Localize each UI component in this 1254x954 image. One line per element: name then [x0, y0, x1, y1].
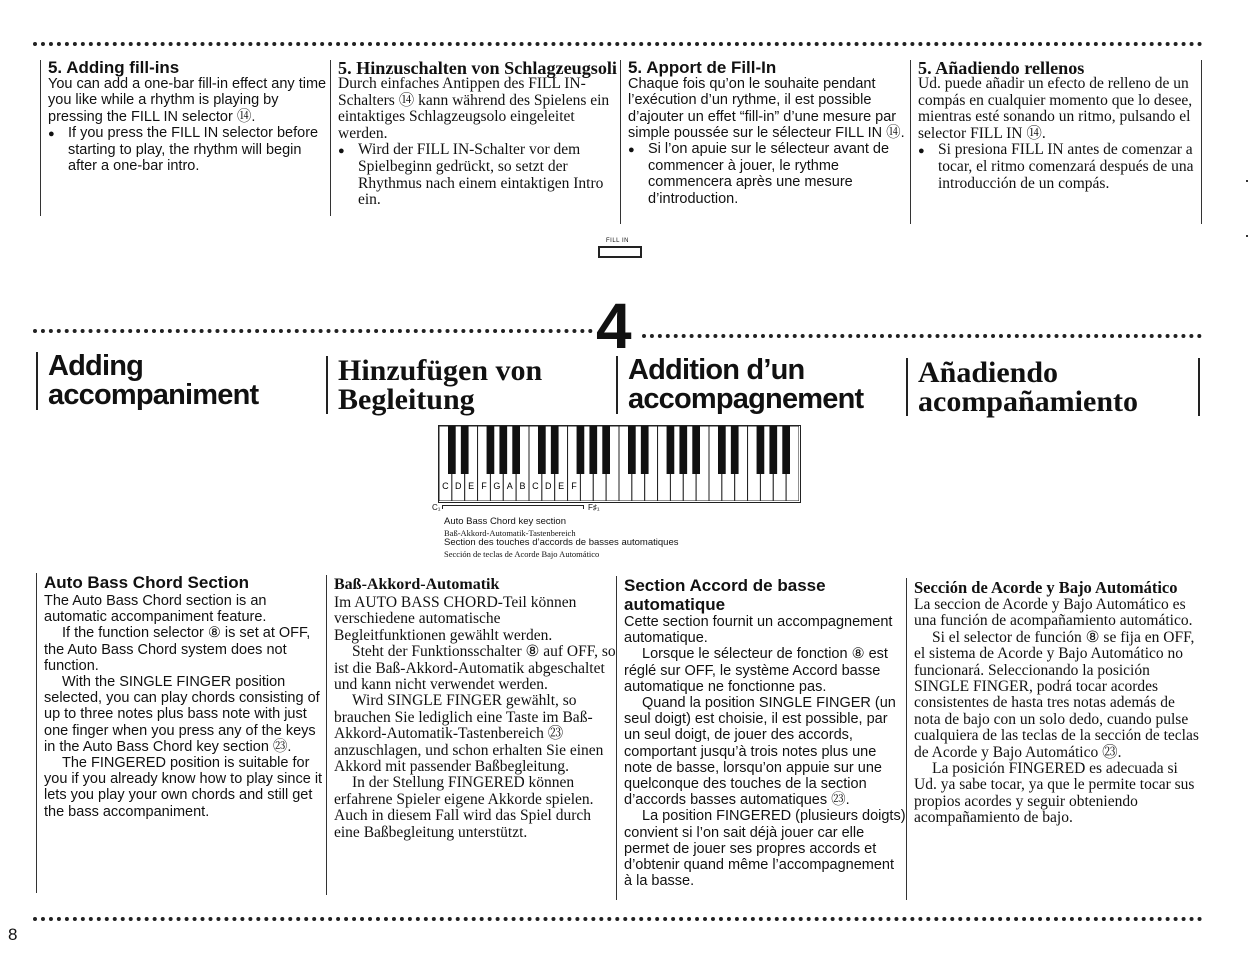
fill-in-label: FILL IN [606, 238, 629, 244]
key-note-label: F [481, 481, 487, 491]
fill-in-button-illustration [598, 246, 642, 258]
black-key [769, 426, 777, 474]
chapter-title-es [906, 358, 1200, 416]
chapter-title-de [326, 356, 542, 414]
chapter-number: 4 [596, 290, 632, 362]
paragraph: The Auto Bass Chord section is an automatic accompaniment feature. [44, 593, 267, 626]
black-key [641, 426, 649, 474]
paragraph: Si el selector de función ⑧ se fija en OFF, el sistema de Acorde y Bajo Automático no funcionará. Seleccionando la posición SINGLE FINGER, podrá tocar acordes consistentes de hasta tres notas además de nota de bajo con un solo dedo, cuando pulse cualquiera de las teclas de la sección de teclas de Acorde y Bajo Automático ㉓. [914, 628, 1199, 761]
range-start-label: C₁ [432, 503, 441, 512]
section-heading: 5. Apport de Fill-In [628, 58, 777, 77]
title-line: Hinzufügen von [338, 354, 543, 387]
paragraph: Lorsque le sélecteur de fonction ⑧ est réglé sur OFF, le système Accord basse automatique ne fonctionne pas. [624, 646, 888, 695]
section-abc-es [906, 578, 1200, 900]
bullet-item: ● If you press the FILL IN selector before starting to play, the rhythm will begin after a one-bar intro. [48, 125, 330, 175]
black-key [461, 426, 469, 474]
paragraph: La seccion de Acorde y Bajo Automático es una función de acompañamiento automático. [914, 596, 1193, 630]
keyboard-diagram [438, 425, 801, 503]
caption-line: Baß-Akkord-Automatik-Tastenbereich [444, 527, 576, 538]
key-note-label: E [558, 481, 565, 491]
section-fill-ins-de [330, 60, 620, 216]
top-dotted-rule [33, 42, 1203, 46]
caption-line: Auto Bass Chord key section [444, 516, 566, 527]
key-note-label: D [545, 481, 552, 491]
paragraph: The FINGERED position is suitable for you if you already know how to play since it lets you play your own chords and still get the bass accompaniment. [44, 755, 323, 820]
black-key [487, 426, 495, 474]
paragraph: With the SINGLE FINGER position selected, you can play chords consisting of up to three notes plus bass note with just one finger when you press any of the keys in the Auto Bass Chord key section ㉓. [44, 674, 320, 755]
key-note-label: G [493, 481, 501, 491]
key-note-label: D [455, 481, 462, 491]
key-note-label: E [468, 481, 475, 491]
section-abc-en [36, 573, 326, 893]
black-key [628, 426, 636, 474]
paragraph: Im AUTO BASS CHORD-Teil können verschiedene automatische Begleitfunktionen gewählt werden. [334, 594, 577, 644]
paragraph: Ud. puede añadir un efecto de relleno de un compás en cualquier momento que lo desee, mientras esté sonando un ritmo, pulsando el selector FILL IN ⑭. [918, 75, 1193, 142]
paragraph: Cette section fournit un accompagnement automatique. [624, 614, 893, 647]
title-line: acompañamiento [918, 385, 1138, 418]
paragraph: If the function selector ⑧ is set at OFF, the Auto Bass Chord system does not function. [44, 625, 311, 674]
section-heading: 5. Adding fill-ins [48, 58, 180, 77]
paragraph: You can add a one-bar fill-in effect any time you like while a rhythm is playing by pressing the FILL IN selector ⑭. [48, 76, 327, 125]
section-heading: Auto Bass Chord Section [44, 573, 249, 592]
section-heading: 5. Hinzuschalten von Schlagzeugsoli [338, 58, 617, 78]
chapter-title-en [36, 352, 258, 410]
paragraph: Wird SINGLE FINGER gewählt, so brauchen Sie lediglich eine Taste im Baß-Akkord-Automatik-Tastenbereich ㉓ anzuschlagen, und schon erhalten Sie einen Akkord mit passender Baßbegleitung. [334, 692, 604, 776]
page-number: 8 [8, 925, 18, 944]
section-abc-fr [616, 576, 906, 900]
title-line: Añadiendo [918, 356, 1059, 389]
caption-line: Sección de teclas de Acorde Bajo Automático [444, 548, 600, 559]
key-note-label: C [532, 481, 539, 491]
paragraph: La posición FINGERED es adecuada si Ud. ya sabe tocar, ya que le permite tocar sus propios acordes y seguir obteniendo acompañamiento de bajo. [914, 760, 1195, 827]
keyboard-caption [444, 517, 678, 559]
keyboard-svg [439, 426, 799, 501]
black-key [499, 426, 507, 474]
black-key [577, 426, 585, 474]
bullet-item: ● Si presiona FILL IN antes de comenzar a tocar, el ritmo comenzará después de una introducción de un compás. [918, 142, 1197, 192]
title-line: Addition d’un [628, 354, 805, 386]
section-fill-ins-fr [620, 60, 910, 224]
key-note-label: C [442, 481, 449, 491]
paragraph: La position FINGERED (plusieurs doigts) convient si l’on sait déjà jouer car elle permet de jouer ses propres accords et d’obtenir quand même l’accompagnement à la basse. [624, 808, 906, 890]
black-key [589, 426, 597, 474]
black-key [551, 426, 559, 474]
bullet-item: ● Wird der FILL IN-Schalter vor dem Spielbeginn gedrückt, so setzt der Rhythmus nach einem eintaktigen Intro ein. [338, 142, 620, 209]
black-key [782, 426, 790, 474]
black-key [692, 426, 700, 474]
paragraph: In der Stellung FINGERED können erfahrene Spieler eigene Akkorde spielen. Auch in diesem Fall wird das Spiel durch eine Baßbegleitung unterstützt. [334, 774, 594, 841]
chapter-dotted-rule-left [33, 329, 593, 333]
bottom-dotted-rule [33, 917, 1203, 921]
paragraph: Quand la position SINGLE FINGER (un seul doigt) est choisie, il est possible, par un seul doigt, de jouer des accords, comportant jusqu’à trois notes plus une note de basse, lorsqu’on appuie sur une quelconque des touches de la section d’accords basses automatiques ㉓. [624, 695, 896, 809]
paragraph: Steht der Funktionsschalter ⑧ auf OFF, so ist die Baß-Akkord-Automatik abgeschaltet und kann nicht verwendet werden. [334, 643, 616, 694]
scan-mark [1246, 235, 1248, 237]
black-key [679, 426, 687, 474]
black-key [512, 426, 520, 474]
section-fill-ins-es [910, 60, 1202, 224]
section-heading: Baß-Akkord-Automatik [334, 576, 500, 593]
key-note-label: A [506, 481, 513, 491]
range-bracket [442, 505, 584, 509]
title-line: Adding [48, 350, 144, 382]
caption-line: Section des touches d’accords de basses automatiques [444, 537, 679, 548]
title-line: accompaniment [48, 379, 259, 411]
bullet-item: ● Si l’on apuie sur le sélecteur avant de commencer à jouer, le rythme commencera après une mesure d’introduction. [628, 141, 910, 207]
chapter-title-fr [616, 356, 863, 414]
scan-mark [1246, 180, 1248, 182]
black-key [731, 426, 739, 474]
section-heading: 5. Añadiendo rellenos [918, 58, 1085, 78]
black-key [602, 426, 610, 474]
range-end-label: F♯₁ [588, 503, 600, 512]
black-key [718, 426, 726, 474]
title-line: accompagnement [628, 383, 864, 415]
section-fill-ins-en [40, 60, 330, 216]
title-line: Begleitung [338, 383, 475, 416]
section-heading: Section Accord de basse automatique [624, 576, 826, 614]
black-key [757, 426, 765, 474]
paragraph: Chaque fois qu’on le souhaite pendant l’exécution d’un rythme, il est possible d’ajouter un effet “fill-in” d’une mesure par simple poussée sur le sélecteur FILL IN ⑭. [628, 76, 905, 141]
black-key [667, 426, 675, 474]
section-heading: Sección de Acorde y Bajo Automático [914, 578, 1178, 597]
key-note-label: B [519, 481, 526, 491]
paragraph: Durch einfaches Antippen des FILL IN-Schalters ⑭ kann während des Spielens ein eintaktiges Schlagzeugsolo eingeleitet werden. [338, 75, 610, 142]
black-key [538, 426, 546, 474]
black-key [448, 426, 456, 474]
key-note-label: F [571, 481, 577, 491]
chapter-dotted-rule-right [642, 334, 1202, 338]
section-abc-de [326, 575, 616, 895]
